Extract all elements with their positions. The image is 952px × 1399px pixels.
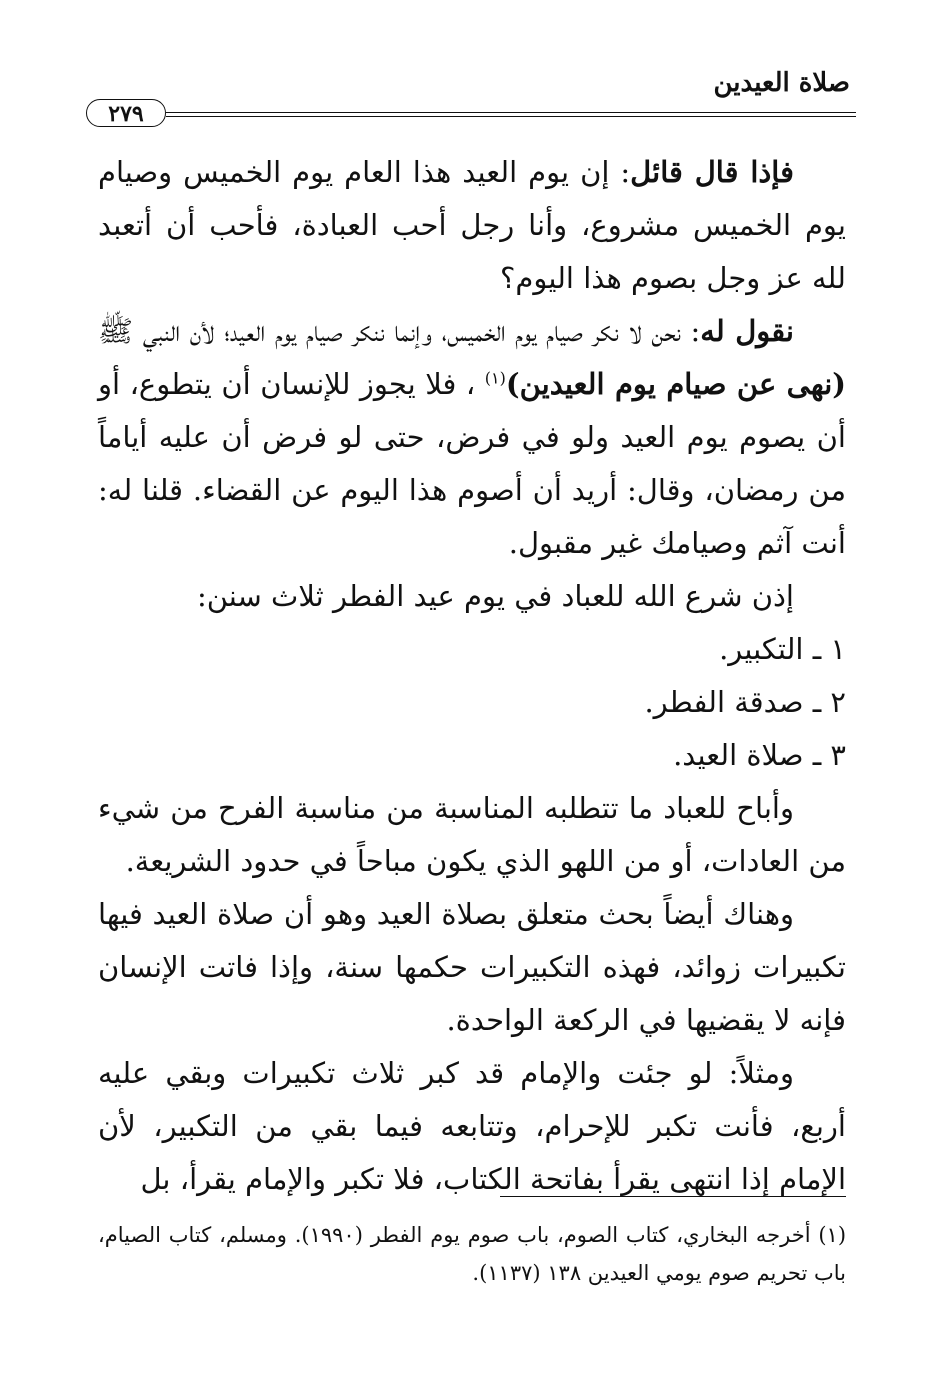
paragraph: وهناك أيضاً بحث متعلق بصلاة العيد وهو أن صلاة العيد فيها تكبيرات زوائد، فهذه التكبيرات حكمها سنة، وإذا فاتت الإنسان فإنه لا يقضيها في الركعة الواحدة. [98,897,846,1037]
paragraph: وأباح للعباد ما تتطلبه المناسبة من مناسبة الفرح من شيء من العادات، أو من اللهو الذي يكون مباحاً في حدود الشريعة. [98,791,846,878]
paragraph [98,146,846,305]
paragraph-text: : نحن لا نكر صيام يوم الخميس، وإنما ننكر صيام يوم العيد؛ لأن النبي ﷺ [98,314,701,348]
paragraph [98,305,846,570]
list-item: ٢ ـ صدقة الفطر. [644,685,846,719]
paragraph-lead: فإذا قال قائل [630,155,794,189]
list-item: ٣ ـ صلاة العيد. [673,738,846,772]
page-number: ٢٧٩ [86,99,166,127]
running-title: صلاة العيدين [713,68,850,98]
hadith-quote: (نهى عن صيام يوم العيدين) [505,367,846,401]
list-item: ١ ـ التكبير. [719,632,846,666]
paragraph-text: ، فلا يجوز للإنسان أن يتطوع، أو أن يصوم يوم العيد ولو في فرض، حتى لو فرض أن عليه أياماً من رمضان، وقال: أريد أن أصوم هذا اليوم عن القضاء. قلنا له: أنت آثم وصيامك غير مقبول. [98,367,846,560]
footnotes [98,1216,846,1292]
header-rule [166,112,856,117]
paragraph-text: إذن شرع الله للعباد في يوم عيد الفطر ثلاث سنن: [196,579,794,613]
footnote: (١) أخرجه البخاري، كتاب الصوم، باب صوم يوم الفطر (١٩٩٠). ومسلم، كتاب الصيام، باب تحريم صوم يومي العيدين ١٣٨ (١١٣٧). [98,1223,847,1285]
paragraph: ومثلاً: لو جئت والإمام قد كبر ثلاث تكبيرات وبقي عليه أربع، فأنت تكبر للإحرام، وتتابعه فيما بقي من التكبير، لأن الإمام إذا انتهى يقرأ بفاتحة الكتاب، فلا تكبر والإمام يقرأ، بل [98,1056,846,1196]
paragraph [98,570,846,623]
paragraph-text: : إن يوم العيد هذا العام يوم الخميس وصيام يوم الخميس مشروع، وأنا رجل أحب العبادة، فأحب أن أتعبد لله عز وجل بصوم هذا اليوم؟ [98,155,846,295]
page-header [86,66,856,126]
main-text [98,146,846,1206]
footnote-separator [500,1196,846,1197]
paragraph-lead: نقول له [700,314,794,348]
footnote-reference[interactable]: (١) [484,368,506,388]
